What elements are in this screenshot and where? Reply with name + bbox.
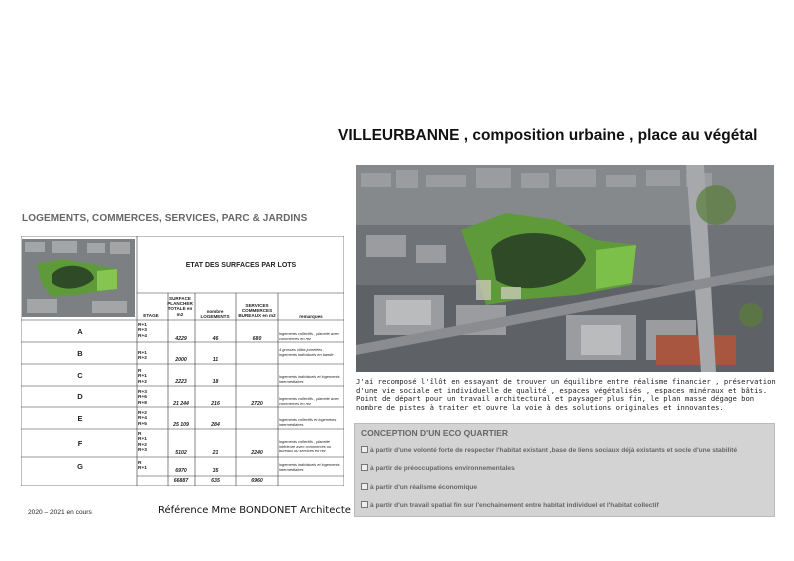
col-header-remarques: remarques xyxy=(299,314,323,319)
lot-label: C xyxy=(77,371,83,380)
surface-cell: 6970 xyxy=(175,468,187,474)
surface-cell: 21 244 xyxy=(173,401,189,407)
logements-cell: 11 xyxy=(212,357,219,363)
services-cell: 680 xyxy=(252,336,262,342)
col-header-etage: ETAGE xyxy=(143,313,159,318)
logements-cell: 35 xyxy=(212,468,219,474)
col-header-surface: SURFACE PLANCHER TOTALE en m2 xyxy=(167,296,193,317)
surface-cell: 2223 xyxy=(175,379,187,385)
col-header-services: SERVICES COMMERCES BUREAUX en m2 xyxy=(238,303,276,319)
section-heading: LOGEMENTS, COMMERCES, SERVICES, PARC & JARDINS xyxy=(22,213,308,224)
logements-cell: 284 xyxy=(211,422,220,428)
eco-item: à partir d'une volonté forte de respecter l'habitat existant ,base de liens sociaux déjà existants et socle d'une stabilité xyxy=(361,446,737,454)
remarque-cell: logements individuels et logements intermédiaires xyxy=(279,374,340,384)
lot-label: E xyxy=(77,414,83,423)
etage-cell: R R+1 R+2 xyxy=(138,369,147,385)
services-cell: 2720 xyxy=(251,401,263,407)
remarque-cell: logements individuels et logements intermédiaires xyxy=(279,462,340,472)
logements-cell: 18 xyxy=(212,379,219,385)
total-surface: 66887 xyxy=(173,478,189,484)
footer-date: 2020 – 2021 en cours xyxy=(28,509,92,516)
logements-cell: 216 xyxy=(211,401,220,407)
col-header-logements: nombre LOGEMENTS xyxy=(200,309,230,320)
aerial-photo xyxy=(356,165,774,372)
etage-cell: R R+1 R+2 R+3 xyxy=(138,432,147,454)
lot-label: D xyxy=(77,392,83,401)
etage-cell: R+3 R+6 R+8 xyxy=(138,390,147,406)
remarque-cell: logements collectifs , placette avec commerces en rez xyxy=(279,396,340,406)
eco-quartier-box xyxy=(354,423,775,517)
logements-cell: 46 xyxy=(212,336,219,342)
description-text: J'ai recomposé l'îlôt en essayant de trouver un équilibre entre réalisme financier , préservation d'une vie sociale et individuelle de qualité , espaces végétalisés , espaces minéraux et bâtis. Point de départ pour un travail architectural et paysager plus fin, le plan masse dégage bon nombre de pistes à traiter et ouvre la voie à des solutions originales et innovantes. xyxy=(356,377,776,413)
etage-cell: R+2 R+4 R+5 xyxy=(138,411,147,427)
etage-cell: R+1 R+3 R+4 xyxy=(138,323,147,339)
lot-label: A xyxy=(77,327,83,336)
services-cell: 2240 xyxy=(251,450,263,456)
remarque-cell: 4 grosses villas jumelées , logements individuels en bande xyxy=(279,347,334,357)
surface-cell: 25 109 xyxy=(173,422,189,428)
lot-label: F xyxy=(77,439,83,448)
checkbox-icon xyxy=(361,501,368,508)
total-logements: 635 xyxy=(211,478,220,484)
logements-cell: 21 xyxy=(212,450,219,456)
page-title: VILLEURBANNE , composition urbaine , place au végétal xyxy=(338,127,758,144)
surface-cell: 5102 xyxy=(175,450,187,456)
site-plan-thumbnail xyxy=(22,239,135,317)
eco-item: à partir d'un réalisme économique xyxy=(361,483,477,491)
checkbox-icon xyxy=(361,464,368,471)
checkbox-icon xyxy=(361,483,368,490)
remarque-cell: logements collectifs , placette intérieure avec commerces ou bureaux ou services en rez xyxy=(279,439,332,453)
eco-item: à partir d'un travail spatial fin sur l'enchainement entre habitat individuel et l'habitat collectif xyxy=(361,501,659,509)
eco-item: à partir de préoccupations environnementales xyxy=(361,464,515,472)
lot-label: G xyxy=(77,462,83,471)
eco-title: CONCEPTION D'UN ECO QUARTIER xyxy=(361,428,508,438)
table-title: ETAT DES SURFACES PAR LOTS xyxy=(185,262,297,269)
remarque-cell: logements collectifs , placette avec commerces en rez xyxy=(279,331,340,341)
etage-cell: R R+1 xyxy=(138,461,147,472)
remarque-cell: logements collectifs et logements intermédiaires xyxy=(279,417,337,427)
checkbox-icon xyxy=(361,446,368,453)
lot-label: B xyxy=(77,349,83,358)
total-services: 6960 xyxy=(251,478,263,484)
footer-reference: Référence Mme BONDONET Architecte xyxy=(158,505,351,516)
surface-cell: 4229 xyxy=(175,336,187,342)
surface-cell: 2000 xyxy=(175,357,187,363)
etage-cell: R+1 R+2 xyxy=(138,351,147,362)
